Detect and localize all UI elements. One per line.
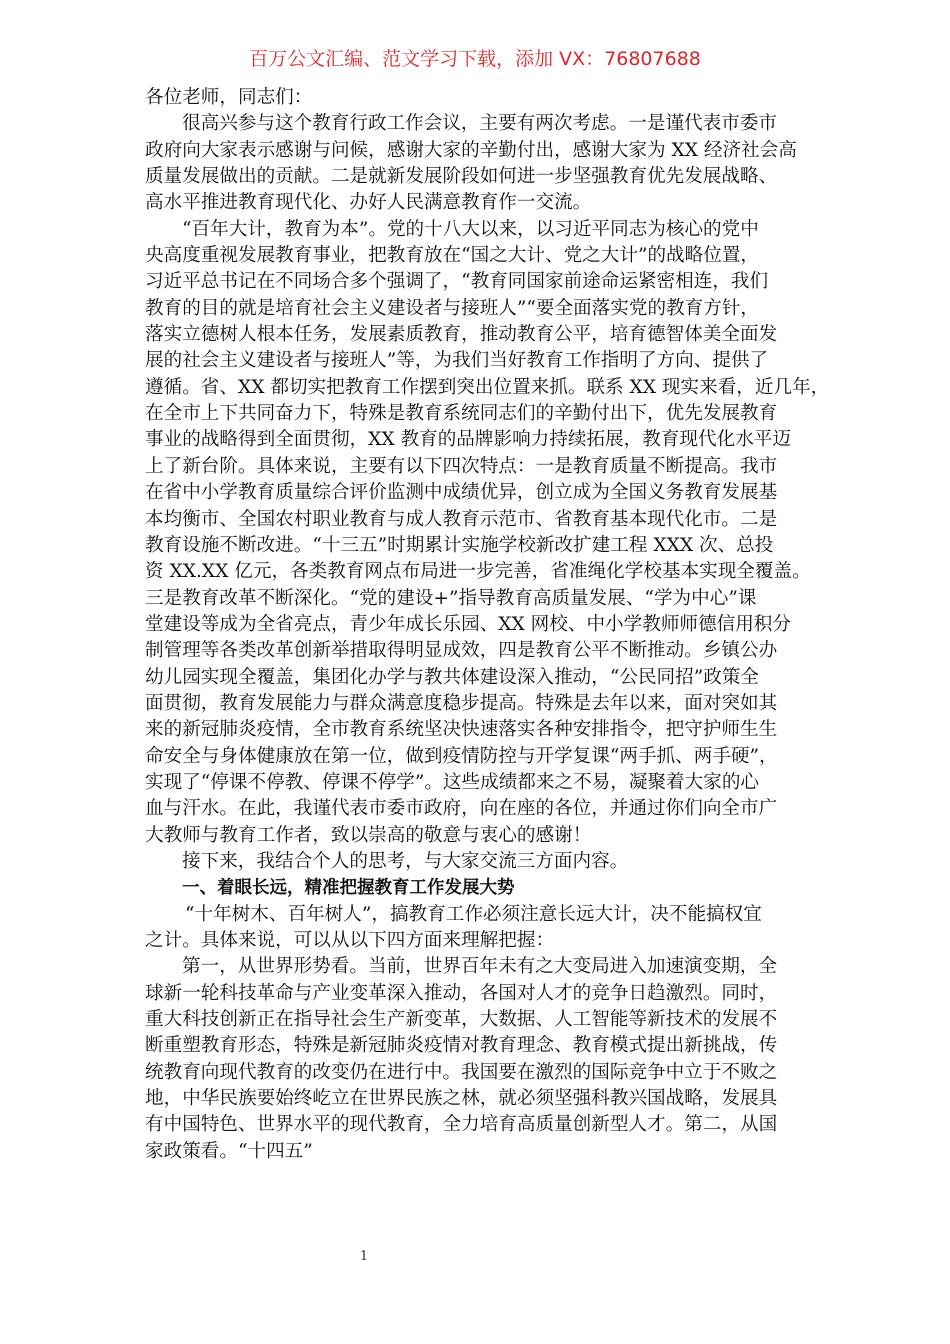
paragraph (145, 217, 830, 849)
text-line: 事业的战略得到全面贯彻，XX 教育的品牌影响力持续拓展，教育现代化水平迈 (145, 429, 791, 451)
text-line: 教育的目的就是培育社会主义建设者与接班人”“要全面落实党的教育方针， (145, 297, 760, 319)
text-line: 球新一轮科技革命与产业变革深入推动，各国对人才的竞争日趋激烈。同时， (145, 982, 778, 1004)
text-line: 命安全与身体健康放在第一位，做到疫情防控与开学复课“两手抓、两手硬”， (145, 745, 778, 767)
text-line: 来的新冠肺炎疫情，全市教育系统坚决快速落实各种安排指令，把守护师生生 (145, 719, 778, 741)
text-line: 实现了“停课不停教、停课不停学”。这些成绩都来之不易，凝聚着大家的心 (145, 771, 760, 793)
text-line: 地，中华民族要始终屹立在世界民族之林，就必须坚强科教兴国战略，发展具 (145, 1088, 778, 1110)
paragraph (145, 902, 825, 955)
text-line: 上了新台阶。具体来说，主要有以下四次特点：一是教育质量不断提高。我市 (145, 455, 778, 477)
text-line: 重大科技创新正在指导社会生产新变革，大数据、人工智能等新技术的发展不 (145, 1009, 778, 1031)
text-line: 堂建设等成为全省亮点，青少年成长乐园、XX 网校、中小学教师师德信用积分 (145, 613, 791, 635)
text-line: 断重塑教育形态，特殊是新冠肺炎疫情对教育理念、教育模式提出新挑战，传 (145, 1035, 778, 1057)
text-line: 面贯彻，教育发展能力与群众满意度稳步提高。特殊是去年以来，面对突如其 (145, 692, 778, 714)
text-line: 教育设施不断改进。“十三五”时期累计实施学校新改扩建工程 XXX 次、总投 (145, 534, 774, 556)
text-line: 各位老师，同志们： (145, 87, 313, 108)
text-line: “十年树木、百年树人”，搞教育工作必须注意长远大计，决不能搞权宜 (185, 903, 762, 925)
paragraph (145, 111, 825, 216)
text-line: 血与汗水。在此，我谨代表市委市政府，向在座的各位，并通过你们向全市广 (145, 798, 778, 820)
text-line: 大教师与教育工作者，致以崇高的敬意与衷心的感谢！ (145, 824, 592, 846)
text-line: 央高度重视发展教育事业，把教育放在“国之大计、党之大计”的战略位置， (145, 245, 760, 267)
text-line: 政府向大家表示感谢与问候，感谢大家的辛勤付出，感谢大家为 XX 经济社会高 (145, 139, 797, 161)
text-line: 质量发展做出的贡献。二是就新发展阶段如何进一步坚强教育优先发展战略、 (145, 166, 778, 188)
text-line: 一、着眼长远，精准把握教育工作发展大势 (182, 878, 515, 899)
paragraph (145, 849, 825, 875)
text-line: 展的社会主义建设者与接班人”等，为我们当好教育工作指明了方向、提供了 (145, 350, 769, 372)
text-line: 第一，从世界形势看。当前，世界百年未有之大变局进入加速演变期，全 (182, 956, 778, 978)
text-line: 落实立德树人根本任务，发展素质教育，推动教育公平，培育德智体美全面发 (145, 324, 778, 346)
text-line: 在全市上下共同奋力下，特殊是教育系统同志们的辛勤付出下，优先发展教育 (145, 403, 778, 425)
paragraph (145, 954, 825, 1165)
text-line: 制管理等各类改革创新举措取得明显成效，四是教育公平不断推动。乡镇公办 (145, 640, 778, 662)
text-line: “百年大计，教育为本”。党的十八大以来，以习近平同志为核心的党中 (182, 218, 759, 240)
text-line: 统教育向现代教育的改变仍在进行中。我国要在激烈的国际竞争中立于不败之 (145, 1061, 778, 1083)
page-number: 1 (359, 1249, 369, 1264)
text-line: 习近平总书记在不同场合多个强调了，“教育同国家前途命运紧密相连，我们 (145, 271, 769, 293)
text-line: 遵循。省、XX 都切实把教育工作摆到突出位置来抓。联系 XX 现实来看，近几年， (145, 376, 830, 398)
text-line: 资 XX.XX 亿元，各类教育网点布局进一步完善，省准绳化学校基本实现全覆盖。 (145, 561, 811, 583)
text-line: 高水平推进教育现代化、办好人民满意教育作一交流。 (145, 192, 592, 214)
text-line: 很高兴参与这个教育行政工作会议，主要有两次考虑。一是谨代表市委市 (182, 113, 778, 135)
text-line: 三是教育改革不断深化。“党的建设+”指导教育高质量发展、“学为中心”课 (145, 587, 757, 609)
document-body (145, 85, 830, 1165)
text-line: 之计。具体来说，可以从以下四方面来理解把握： (145, 930, 555, 951)
paragraph (145, 85, 825, 111)
text-line: 在省中小学教育质量综合评价监测中成绩优异，创立成为全国义务教育发展基 (145, 482, 778, 504)
text-line: 有中国特色、世界水平的现代教育，全力培育高质量创新型人才。第二，从国 (145, 1114, 778, 1136)
text-line: 幼儿园实现全覆盖，集团化办学与教共体建设深入推动，“公民同招”政策全 (145, 666, 760, 688)
text-line: 本均衡市、全国农村职业教育与成人教育示范市、省教育基本现代化市。二是 (145, 508, 778, 530)
watermark-banner: 百万公文汇编、范文学习下载，添加 VX：76807688 (249, 48, 701, 70)
text-line: 家政策看。“十四五” (145, 1140, 313, 1162)
text-line: 接下来，我结合个人的思考，与大家交流三方面内容。 (182, 850, 629, 872)
section-heading (145, 875, 825, 901)
